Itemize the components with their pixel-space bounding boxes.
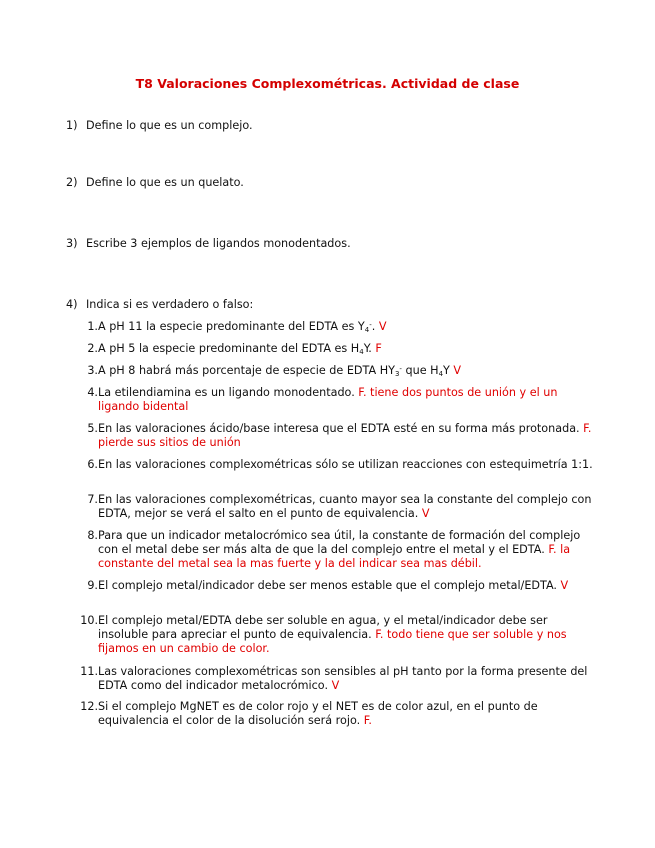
question-text: Define lo que es un quelato. xyxy=(86,176,244,189)
answer: F. xyxy=(360,714,372,727)
item-text-mid: que H xyxy=(401,364,439,377)
item-number: 8. xyxy=(87,529,98,542)
list-item xyxy=(78,386,598,414)
list-item xyxy=(78,614,598,656)
item-number: 6. xyxy=(87,458,98,471)
answer: V xyxy=(375,320,387,333)
subscript: 4 xyxy=(438,370,444,378)
item-text-end: Y. xyxy=(363,342,372,355)
item-text: A pH 11 la especie predominante del EDTA es Y xyxy=(98,320,365,333)
question-3 xyxy=(66,237,351,250)
item-text: Para que un indicador metalocrómico sea útil, la constante de formación del complejo con el metal debe ser más alta de que la del complejo entre el metal y el EDTA. xyxy=(98,529,581,556)
question-4 xyxy=(66,298,253,311)
list-item xyxy=(78,665,598,693)
question-text: Define lo que es un complejo. xyxy=(86,119,253,132)
item-number: 4. xyxy=(87,386,98,399)
item-text: En las valoraciones complexométricas sólo se utilizan reacciones con estequimetría 1:1. xyxy=(98,458,593,471)
question-1 xyxy=(66,119,253,132)
list-item xyxy=(78,364,598,378)
list-item xyxy=(78,579,598,593)
superscript: - xyxy=(399,365,402,373)
page-title: T8 Valoraciones Complexométricas. Actividad de clase xyxy=(135,76,520,91)
list-item xyxy=(78,320,598,334)
list-item xyxy=(78,342,598,356)
item-text: A pH 8 habrá más porcentaje de especie de EDTA HY xyxy=(98,364,395,377)
item-number: 12. xyxy=(80,700,98,713)
item-number: 10. xyxy=(80,614,98,627)
question-number: 1) xyxy=(66,119,78,132)
question-text: Indica si es verdadero o falso: xyxy=(86,298,254,311)
item-text: La etilendiamina es un ligando monodentado. xyxy=(98,386,355,399)
question-2 xyxy=(66,176,244,189)
item-text: Las valoraciones complexométricas son sensibles al pH tanto por la forma presente del EDTA como del indicador metalocrómico. xyxy=(98,665,588,692)
item-number: 3. xyxy=(87,364,98,377)
item-text: El complejo metal/EDTA debe ser soluble en agua, y el metal/indicador debe ser insoluble para apreciar el punto de equivalencia. xyxy=(98,614,548,641)
item-number: 9. xyxy=(87,579,98,592)
item-text: En las valoraciones ácido/base interesa que el EDTA esté en su forma más protonada. xyxy=(98,422,580,435)
list-item xyxy=(78,493,598,521)
question-text: Escribe 3 ejemplos de ligandos monodentados. xyxy=(86,237,351,250)
question-number: 2) xyxy=(66,176,78,189)
item-text: El complejo metal/indicador debe ser menos estable que el complejo metal/EDTA. xyxy=(98,579,557,592)
subscript: 4 xyxy=(364,326,370,334)
item-number: 11. xyxy=(80,665,98,678)
item-text: Si el complejo MgNET es de color rojo y el NET es de color azul, en el punto de equivalencia el color de la disolución será rojo. xyxy=(98,700,538,727)
answer: V xyxy=(556,579,569,592)
answer: V xyxy=(328,679,340,692)
item-number: 2. xyxy=(87,342,98,355)
answer: F xyxy=(371,342,382,355)
item-number: 7. xyxy=(87,493,98,506)
answer: F. todo tiene que ser soluble y nos fijamos en un cambio de color. xyxy=(98,628,567,655)
list-item xyxy=(78,700,598,728)
item-text: En las valoraciones complexométricas, cuanto mayor sea la constante del complejo con EDTA, mejor se verá el salto en el punto de equivalencia. xyxy=(98,493,592,520)
item-text: A pH 5 la especie predominante del EDTA es H xyxy=(98,342,360,355)
subscript: 3 xyxy=(394,370,400,378)
list-item xyxy=(78,529,598,571)
item-text-end: . xyxy=(371,320,376,333)
answer: V xyxy=(418,507,430,520)
item-text-end: Y xyxy=(443,364,450,377)
answer: V xyxy=(449,364,462,377)
answer: F. pierde sus sitios de unión xyxy=(98,422,592,449)
item-number: 1. xyxy=(87,320,98,333)
superscript: - xyxy=(369,321,372,329)
item-number: 5. xyxy=(87,422,98,435)
subscript: 4 xyxy=(359,348,364,356)
list-item xyxy=(78,422,598,450)
list-item xyxy=(78,458,598,472)
answer: F. tiene dos puntos de unión y el un ligando bidental xyxy=(98,386,558,413)
answer: F. la constante del metal sea la mas fuerte y la del indicar sea mas débil. xyxy=(98,543,571,570)
question-number: 3) xyxy=(66,237,78,250)
question-number: 4) xyxy=(66,298,78,311)
